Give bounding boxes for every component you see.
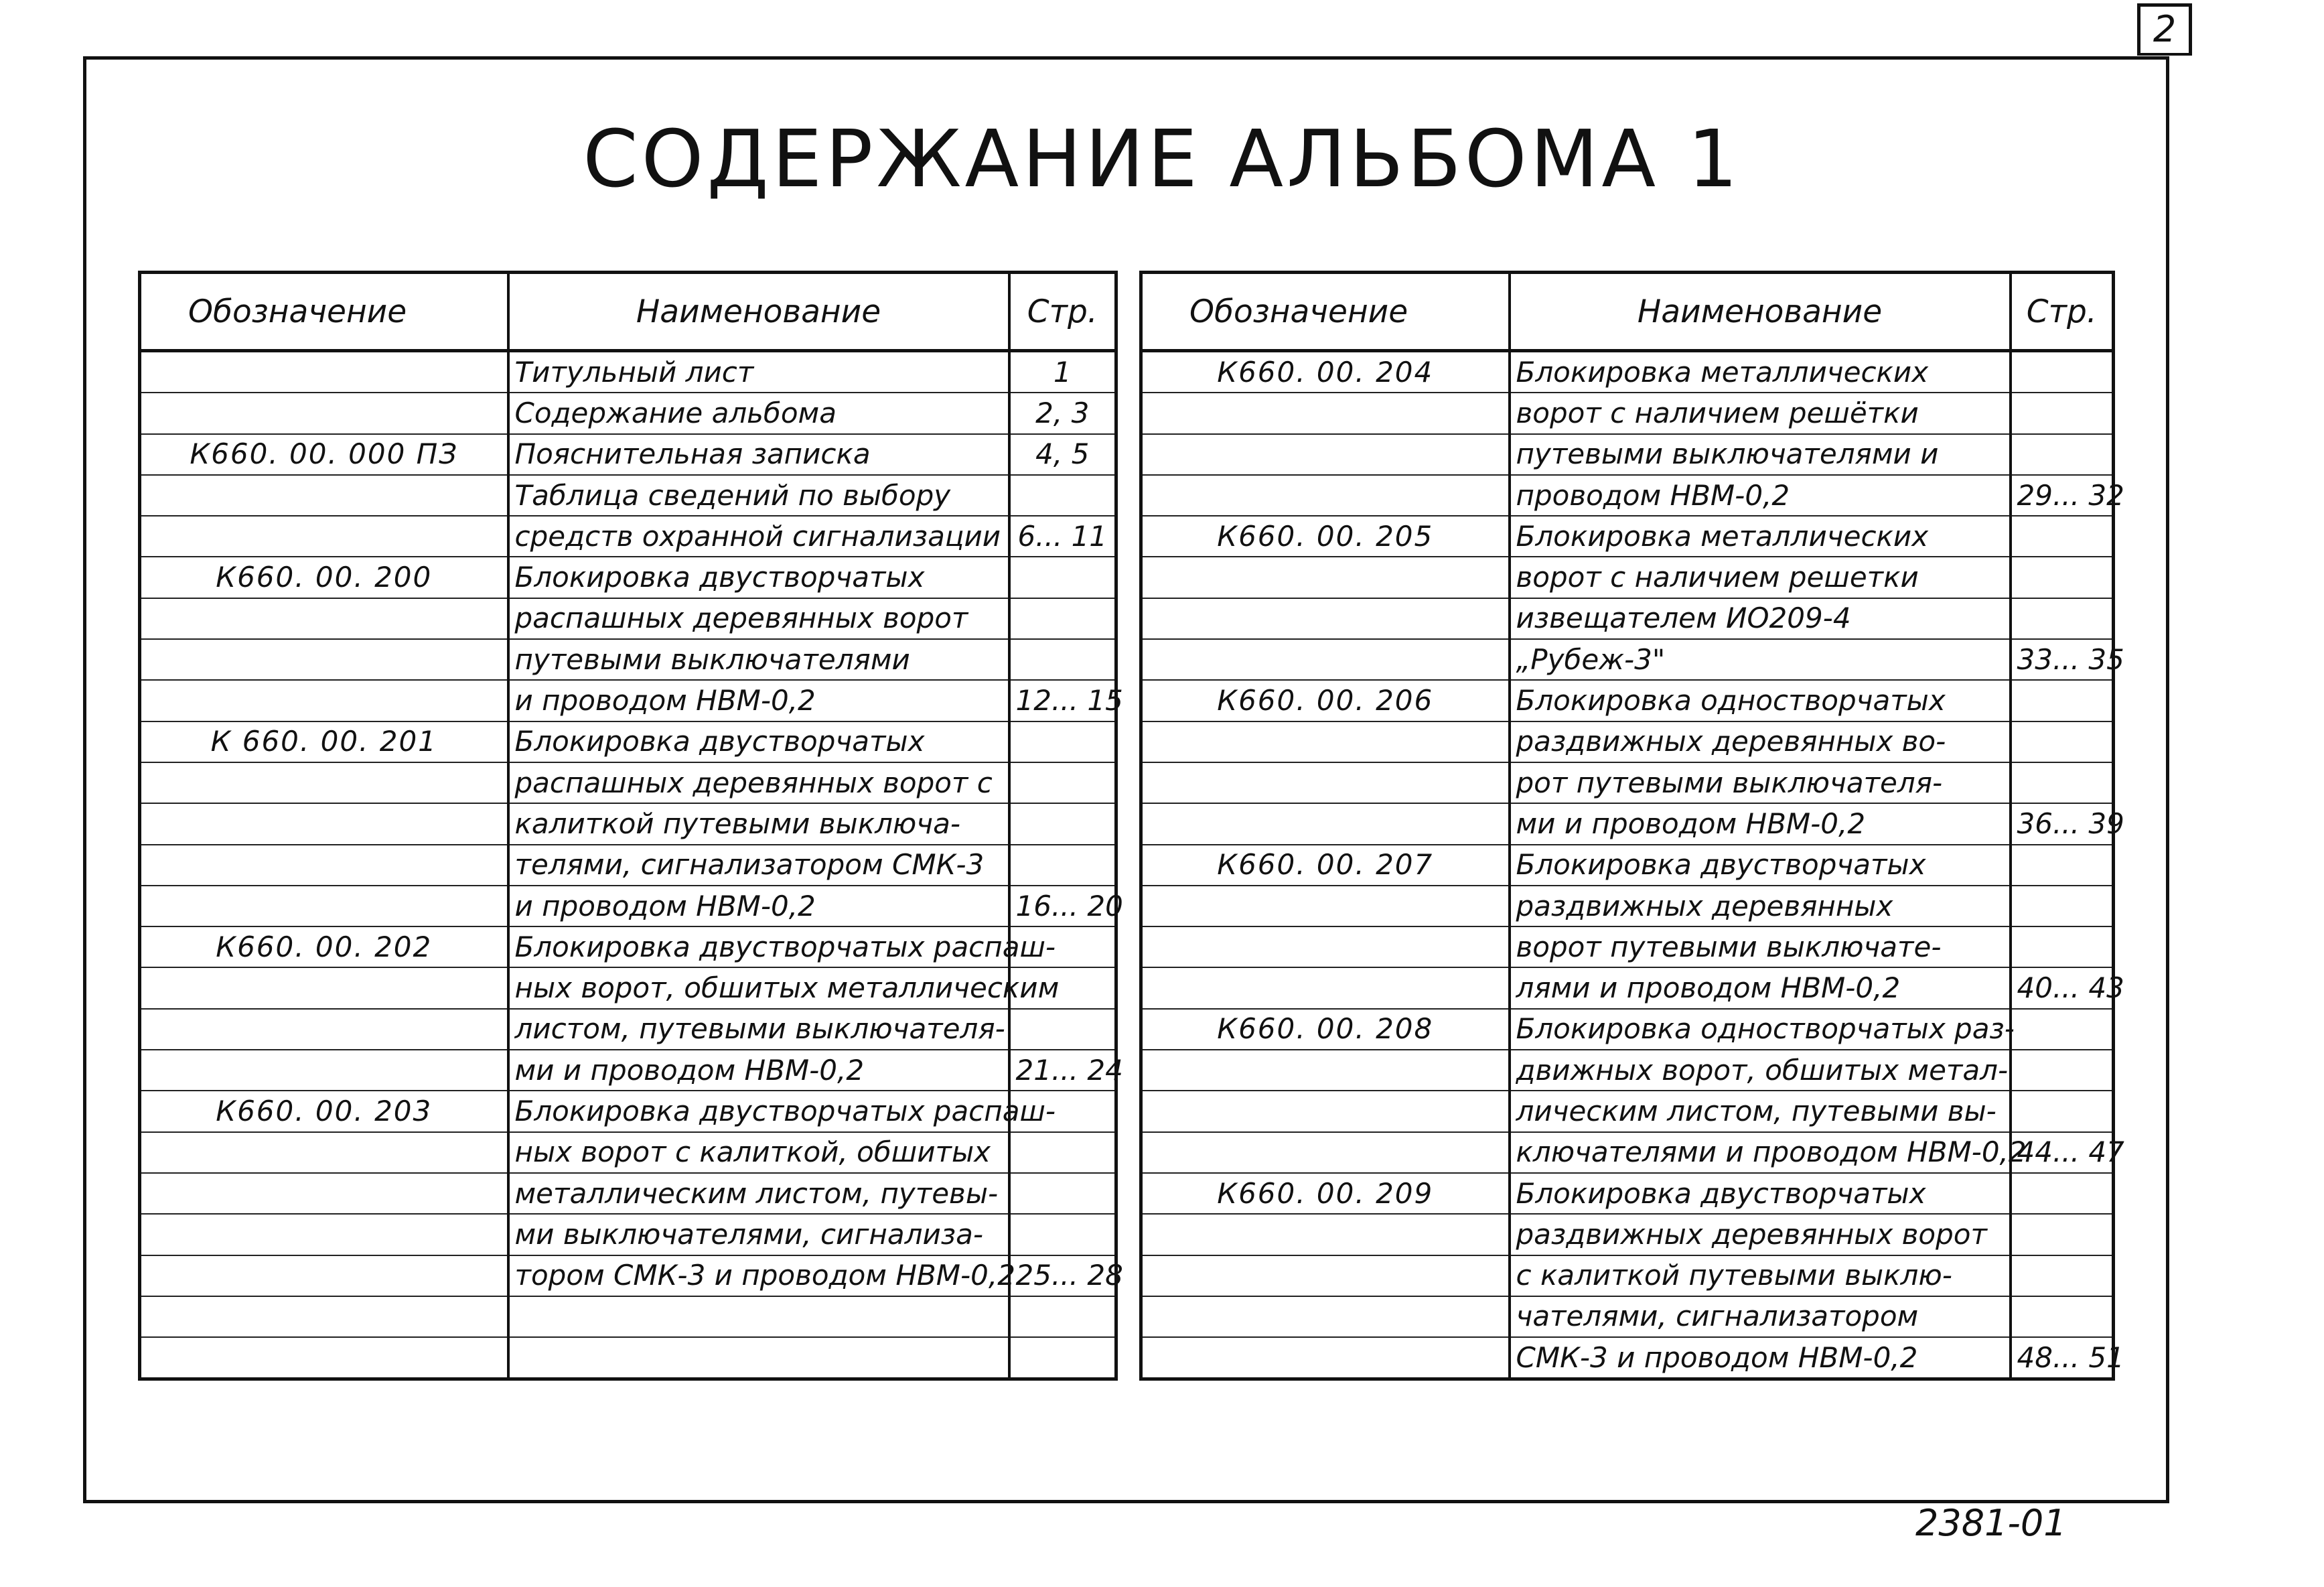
row-name: ми и проводом НВМ-0,2 xyxy=(1510,803,2011,844)
table-row xyxy=(140,1009,1116,1050)
table-row xyxy=(140,1296,1116,1337)
row-name: ных ворот, обшитых металлическим xyxy=(508,967,1009,1008)
row-name: СМК-3 и проводом НВМ-0,2 xyxy=(1510,1337,2011,1379)
contents-body-left xyxy=(140,351,1123,1379)
contents-table-right xyxy=(1139,271,2124,1381)
row-code xyxy=(140,393,508,433)
row-name: Блокировка одностворчатых xyxy=(1510,680,2011,721)
row-page: 21... 24 xyxy=(1009,1050,1116,1091)
row-code: К660. 00. 203 xyxy=(140,1091,508,1131)
row-name: чателями, сигнализатором xyxy=(1510,1296,2011,1337)
row-page xyxy=(2011,721,2114,762)
table-row xyxy=(1141,762,2114,803)
row-page xyxy=(2011,351,2114,393)
row-page xyxy=(2011,680,2114,721)
row-page: 40... 43 xyxy=(2011,967,2114,1008)
row-code xyxy=(1141,557,1510,598)
row-name: Блокировка металлических xyxy=(1510,516,2011,557)
table-row xyxy=(1141,680,2114,721)
table-row xyxy=(140,1214,1116,1255)
row-name xyxy=(508,1296,1009,1337)
table-row xyxy=(1141,803,2114,844)
row-code: К660. 00. 200 xyxy=(140,557,508,598)
table-row xyxy=(1141,639,2114,680)
table-row xyxy=(140,1050,1116,1091)
row-page: 2, 3 xyxy=(1009,393,1116,433)
row-code xyxy=(140,680,508,721)
table-row xyxy=(140,845,1116,886)
table-row xyxy=(140,680,1116,721)
row-page: 25... 28 xyxy=(1009,1255,1116,1296)
row-name: путевыми выключателями и xyxy=(1510,434,2011,475)
row-code xyxy=(140,639,508,680)
row-code xyxy=(140,1255,508,1296)
row-name: распашных деревянных ворот с xyxy=(508,762,1009,803)
row-page xyxy=(2011,1173,2114,1214)
table-row xyxy=(1141,1050,2114,1091)
row-page xyxy=(1009,845,1116,886)
row-page xyxy=(2011,1009,2114,1050)
row-page xyxy=(2011,1050,2114,1091)
row-code: К660. 00. 205 xyxy=(1141,516,1510,557)
row-page: 4, 5 xyxy=(1009,434,1116,475)
row-name: ворот путевыми выключате- xyxy=(1510,926,2011,967)
row-page xyxy=(1009,803,1116,844)
row-code xyxy=(1141,434,1510,475)
drawing-number: 2381-01 xyxy=(1915,1502,2067,1544)
row-name xyxy=(508,1337,1009,1379)
row-code xyxy=(1141,1296,1510,1337)
row-page xyxy=(2011,434,2114,475)
row-code xyxy=(1141,1132,1510,1173)
table-row xyxy=(1141,516,2114,557)
row-code xyxy=(1141,967,1510,1008)
row-page xyxy=(1009,1214,1116,1255)
row-page xyxy=(1009,762,1116,803)
row-name: ных ворот с калиткой, обшитых xyxy=(508,1132,1009,1173)
row-page xyxy=(1009,639,1116,680)
column-header-name: Наименование xyxy=(1510,273,2011,351)
row-page xyxy=(2011,1214,2114,1255)
row-code xyxy=(140,516,508,557)
table-row xyxy=(1141,1009,2114,1050)
row-page: 44... 47 xyxy=(2011,1132,2114,1173)
row-code xyxy=(1141,1050,1510,1091)
row-code xyxy=(1141,1255,1510,1296)
row-code xyxy=(140,803,508,844)
column-header-name: Наименование xyxy=(508,273,1009,351)
row-code xyxy=(140,475,508,516)
row-page: 1 xyxy=(1009,351,1116,393)
table-row xyxy=(1141,475,2114,516)
table-row xyxy=(1141,598,2114,639)
table-row xyxy=(140,926,1116,967)
row-name: Блокировка двустворчатых xyxy=(508,557,1009,598)
row-name: Титульный лист xyxy=(508,351,1009,393)
row-code: К660. 00. 207 xyxy=(1141,845,1510,886)
row-name: движных ворот, обшитых метал- xyxy=(1510,1050,2011,1091)
row-page xyxy=(1009,1132,1116,1173)
row-code xyxy=(1141,886,1510,926)
row-code xyxy=(1141,598,1510,639)
row-page xyxy=(2011,762,2114,803)
row-name: ключателями и проводом НВМ-0,2 xyxy=(1510,1132,2011,1173)
row-name: лическим листом, путевыми вы- xyxy=(1510,1091,2011,1131)
table-row xyxy=(1141,1255,2114,1296)
table-row xyxy=(1141,886,2114,926)
row-name: и проводом НВМ-0,2 xyxy=(508,886,1009,926)
table-row xyxy=(140,598,1116,639)
table-row xyxy=(1141,393,2114,433)
row-name: металлическим листом, путевы- xyxy=(508,1173,1009,1214)
table-row xyxy=(140,557,1116,598)
row-name: ворот с наличием решётки xyxy=(1510,393,2011,433)
row-name: Блокировка двустворчатых xyxy=(1510,845,2011,886)
row-code xyxy=(140,1214,508,1255)
row-page xyxy=(2011,598,2114,639)
contents-body-right xyxy=(1141,351,2124,1379)
row-code xyxy=(140,1337,508,1379)
row-name: Содержание альбома xyxy=(508,393,1009,433)
row-name: ми выключателями, сигнализа- xyxy=(508,1214,1009,1255)
row-name: „Рубеж-3" xyxy=(1510,639,2011,680)
row-name: раздвижных деревянных xyxy=(1510,886,2011,926)
row-code xyxy=(140,598,508,639)
row-name: листом, путевыми выключателя- xyxy=(508,1009,1009,1050)
row-page xyxy=(2011,557,2114,598)
row-name: Таблица сведений по выбору xyxy=(508,475,1009,516)
row-code xyxy=(1141,721,1510,762)
column-header-code: Обозначение xyxy=(140,273,508,351)
row-page: 33... 35 xyxy=(2011,639,2114,680)
row-name: ми и проводом НВМ-0,2 xyxy=(508,1050,1009,1091)
table-row xyxy=(140,516,1116,557)
table-row xyxy=(1141,845,2114,886)
table-row xyxy=(140,1091,1116,1131)
row-code: К660. 00. 204 xyxy=(1141,351,1510,393)
row-name: тором СМК-3 и проводом НВМ-0,2 xyxy=(508,1255,1009,1296)
row-page xyxy=(2011,926,2114,967)
column-header-page: Стр. xyxy=(1009,273,1116,351)
table-row xyxy=(140,721,1116,762)
table-row xyxy=(140,393,1116,433)
table-row xyxy=(140,434,1116,475)
row-code xyxy=(1141,475,1510,516)
row-name: Блокировка металлических xyxy=(1510,351,2011,393)
row-page xyxy=(1009,721,1116,762)
row-code xyxy=(1141,926,1510,967)
table-row xyxy=(1141,1214,2114,1255)
album-title: СОДЕРЖАНИЕ АЛЬБОМА 1 xyxy=(583,113,1741,205)
row-code xyxy=(140,1132,508,1173)
table-row xyxy=(140,351,1116,393)
row-name: калиткой путевыми выключа- xyxy=(508,803,1009,844)
table-row xyxy=(1141,434,2114,475)
table-row xyxy=(140,1132,1116,1173)
row-code xyxy=(1141,1214,1510,1255)
column-header-page: Стр. xyxy=(2011,273,2114,351)
row-name: Блокировка двустворчатых распаш- xyxy=(508,1091,1009,1131)
row-page: 12... 15 xyxy=(1009,680,1116,721)
table-row xyxy=(1141,1296,2114,1337)
row-page xyxy=(1009,1337,1116,1379)
row-code xyxy=(140,1009,508,1050)
row-code: К 660. 00. 201 xyxy=(140,721,508,762)
table-row xyxy=(1141,1337,2114,1379)
table-row xyxy=(1141,1132,2114,1173)
row-name: с калиткой путевыми выклю- xyxy=(1510,1255,2011,1296)
table-row xyxy=(1141,557,2114,598)
row-page xyxy=(1009,557,1116,598)
table-row xyxy=(140,886,1116,926)
row-page xyxy=(2011,1091,2114,1131)
row-page: 48... 51 xyxy=(2011,1337,2114,1379)
row-code: К660. 00. 000 ПЗ xyxy=(140,434,508,475)
row-page: 36... 39 xyxy=(2011,803,2114,844)
row-page xyxy=(1009,598,1116,639)
row-page xyxy=(2011,845,2114,886)
row-code xyxy=(1141,1337,1510,1379)
table-row xyxy=(1141,351,2114,393)
row-code xyxy=(1141,803,1510,844)
table-row xyxy=(140,639,1116,680)
row-page xyxy=(1009,1296,1116,1337)
row-code: К660. 00. 202 xyxy=(140,926,508,967)
row-name: и проводом НВМ-0,2 xyxy=(508,680,1009,721)
row-code xyxy=(140,1050,508,1091)
table-row xyxy=(140,475,1116,516)
row-page xyxy=(2011,1296,2114,1337)
row-code xyxy=(1141,393,1510,433)
row-name: путевыми выключателями xyxy=(508,639,1009,680)
row-code xyxy=(140,967,508,1008)
row-name: Блокировка двустворчатых xyxy=(1510,1173,2011,1214)
row-name: рот путевыми выключателя- xyxy=(1510,762,2011,803)
table-row xyxy=(1141,1173,2114,1214)
table-row xyxy=(140,803,1116,844)
table-row xyxy=(140,1337,1116,1379)
table-row xyxy=(1141,967,2114,1008)
row-code xyxy=(140,845,508,886)
row-code xyxy=(140,351,508,393)
table-row xyxy=(140,762,1116,803)
row-code xyxy=(140,886,508,926)
row-name: раздвижных деревянных во- xyxy=(1510,721,2011,762)
row-page: 29... 32 xyxy=(2011,475,2114,516)
row-page xyxy=(2011,886,2114,926)
row-code xyxy=(1141,1091,1510,1131)
row-code xyxy=(140,762,508,803)
row-code xyxy=(140,1173,508,1214)
row-name: Блокировка одностворчатых раз- xyxy=(1510,1009,2011,1050)
row-code: К660. 00. 209 xyxy=(1141,1173,1510,1214)
row-name: телями, сигнализатором СМК-3 xyxy=(508,845,1009,886)
row-name: средств охранной сигнализации xyxy=(508,516,1009,557)
row-name: лями и проводом НВМ-0,2 xyxy=(1510,967,2011,1008)
row-page xyxy=(1009,1009,1116,1050)
row-name: распашных деревянных ворот xyxy=(508,598,1009,639)
row-page xyxy=(2011,516,2114,557)
row-name: Пояснительная записка xyxy=(508,434,1009,475)
row-name: Блокировка двустворчатых распаш- xyxy=(508,926,1009,967)
row-name: извещателем ИО209-4 xyxy=(1510,598,2011,639)
table-row xyxy=(140,1173,1116,1214)
row-page xyxy=(2011,1255,2114,1296)
row-page xyxy=(2011,393,2114,433)
row-code xyxy=(140,1296,508,1337)
table-row xyxy=(1141,926,2114,967)
row-code: К660. 00. 206 xyxy=(1141,680,1510,721)
row-code xyxy=(1141,762,1510,803)
table-row xyxy=(140,1255,1116,1296)
table-row xyxy=(140,967,1116,1008)
row-page: 16... 20 xyxy=(1009,886,1116,926)
contents-table-left xyxy=(138,271,1123,1381)
row-name: Блокировка двустворчатых xyxy=(508,721,1009,762)
table-row xyxy=(1141,721,2114,762)
row-page: 6... 11 xyxy=(1009,516,1116,557)
row-page xyxy=(1009,1173,1116,1214)
row-page xyxy=(1009,475,1116,516)
row-name: раздвижных деревянных ворот xyxy=(1510,1214,2011,1255)
table-row xyxy=(1141,1091,2114,1131)
row-name: проводом НВМ-0,2 xyxy=(1510,475,2011,516)
table-header-row xyxy=(1141,273,2114,351)
page-number: 2 xyxy=(2137,3,2192,56)
row-code xyxy=(1141,639,1510,680)
column-header-code: Обозначение xyxy=(1141,273,1510,351)
row-code: К660. 00. 208 xyxy=(1141,1009,1510,1050)
row-name: ворот с наличием решетки xyxy=(1510,557,2011,598)
table-header-row xyxy=(140,273,1116,351)
